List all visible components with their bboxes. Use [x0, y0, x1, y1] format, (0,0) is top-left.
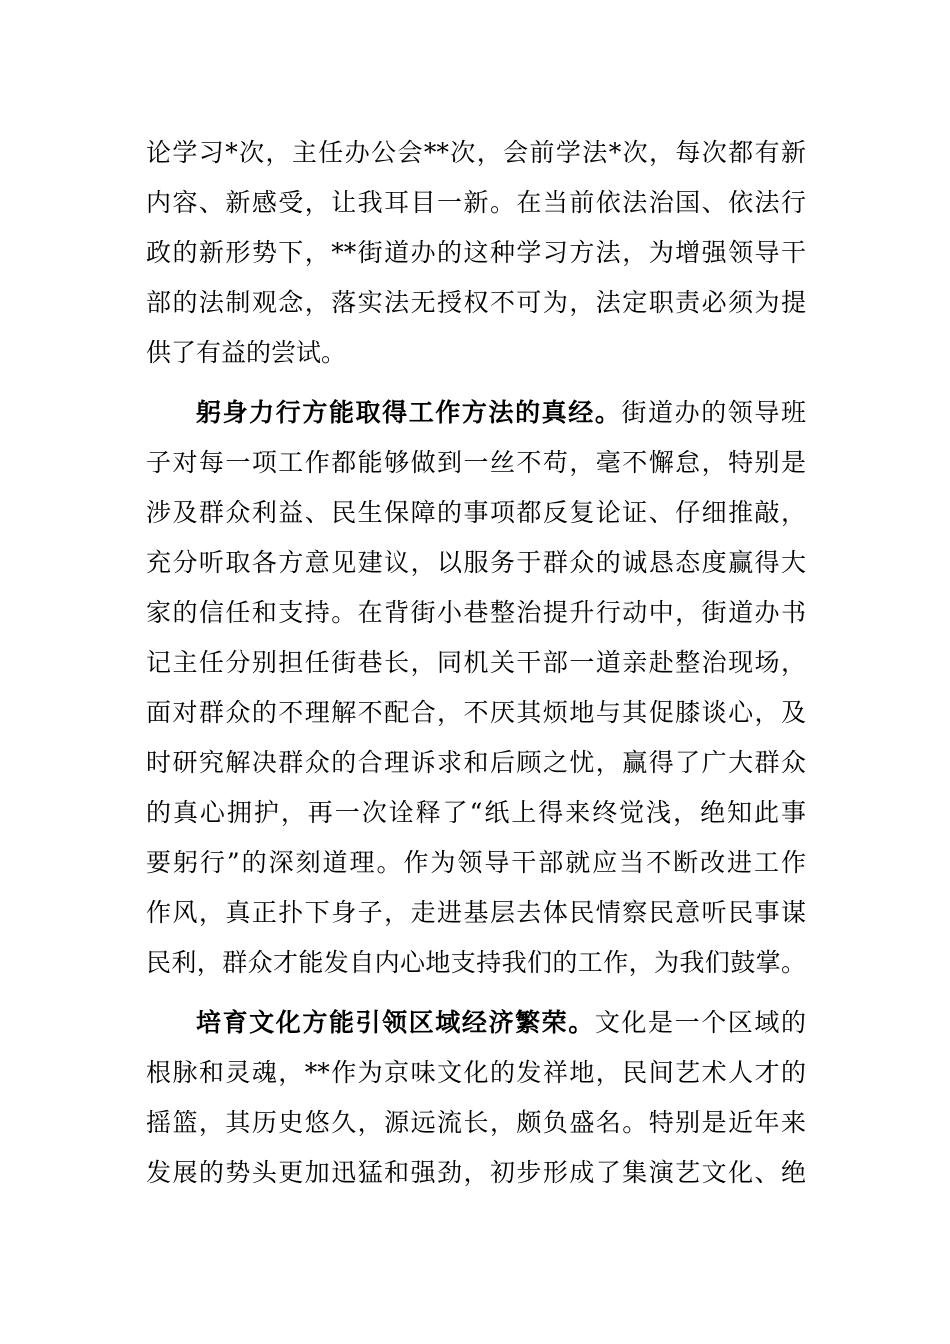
paragraph-2-line-11: 作风，真正扑下身子，走进基层去体民情察民意听民事谋 [146, 898, 806, 927]
paragraph-2-line-12: 民利，群众才能发自内心地支持我们的工作，为我们鼓掌。 [146, 948, 806, 977]
paragraph-2-line-6: 记主任分别担任街巷长，同机关干部一道亲赴整治现场， [146, 648, 806, 677]
paragraph-3-first-line [196, 1003, 806, 1043]
paragraph-1-line-4: 部的法制观念，落实法无授权不可为，法定职责必须为提 [146, 288, 806, 317]
paragraph-2-line-4: 充分听取各方意见建议，以服务于群众的诚恳态度赢得大 [146, 548, 806, 577]
paragraph-3-heading: 培育文化方能引领区域经济繁荣。 [196, 1008, 595, 1037]
paragraph-2-line-2: 子对每一项工作都能够做到一丝不苟，毫不懈怠，特别是 [146, 448, 806, 477]
paragraph-3-first-line-text: 文化是一个区域的 [594, 1008, 806, 1037]
paragraph-2-line-8: 时研究解决群众的合理诉求和后顾之忧，赢得了广大群众 [146, 748, 806, 777]
paragraph-3-line-2: 根脉和灵魂，**作为京味文化的发祥地，民间艺术人才的 [146, 1058, 806, 1087]
paragraph-1-line-1: 论学习*次，主任办公会**次，会前学法*次，每次都有新 [146, 138, 806, 167]
paragraph-2-line-9: 的真心拥护，再一次诠释了“纸上得来终觉浅，绝知此事 [146, 798, 806, 827]
paragraph-1-line-5: 供了有益的尝试。 [146, 338, 347, 367]
paragraph-2-line-3: 涉及群众利益、民生保障的事项都反复论证、仔细推敲， [146, 498, 806, 527]
paragraph-1-line-2: 内容、新感受，让我耳目一新。在当前依法治国、依法行 [146, 188, 806, 217]
paragraph-2-first-line-text: 街道办的领导班 [621, 398, 806, 427]
paragraph-2-line-5: 家的信任和支持。在背街小巷整治提升行动中，街道办书 [146, 598, 806, 627]
paragraph-2-line-10: 要躬行”的深刻道理。作为领导干部就应当不断改进工作 [146, 848, 806, 877]
paragraph-2-heading: 躬身力行方能取得工作方法的真经。 [196, 398, 622, 427]
paragraph-1-line-3: 政的新形势下，**街道办的这种学习方法，为增强领导干 [146, 238, 806, 267]
paragraph-2-first-line [196, 393, 806, 433]
paragraph-2-line-7: 面对群众的不理解不配合，不厌其烦地与其促膝谈心，及 [146, 698, 806, 727]
paragraph-3-line-3: 摇篮，其历史悠久，源远流长，颇负盛名。特别是近年来 [146, 1108, 806, 1137]
paragraph-3-line-4: 发展的势头更加迅猛和强劲，初步形成了集演艺文化、绝 [146, 1158, 806, 1187]
